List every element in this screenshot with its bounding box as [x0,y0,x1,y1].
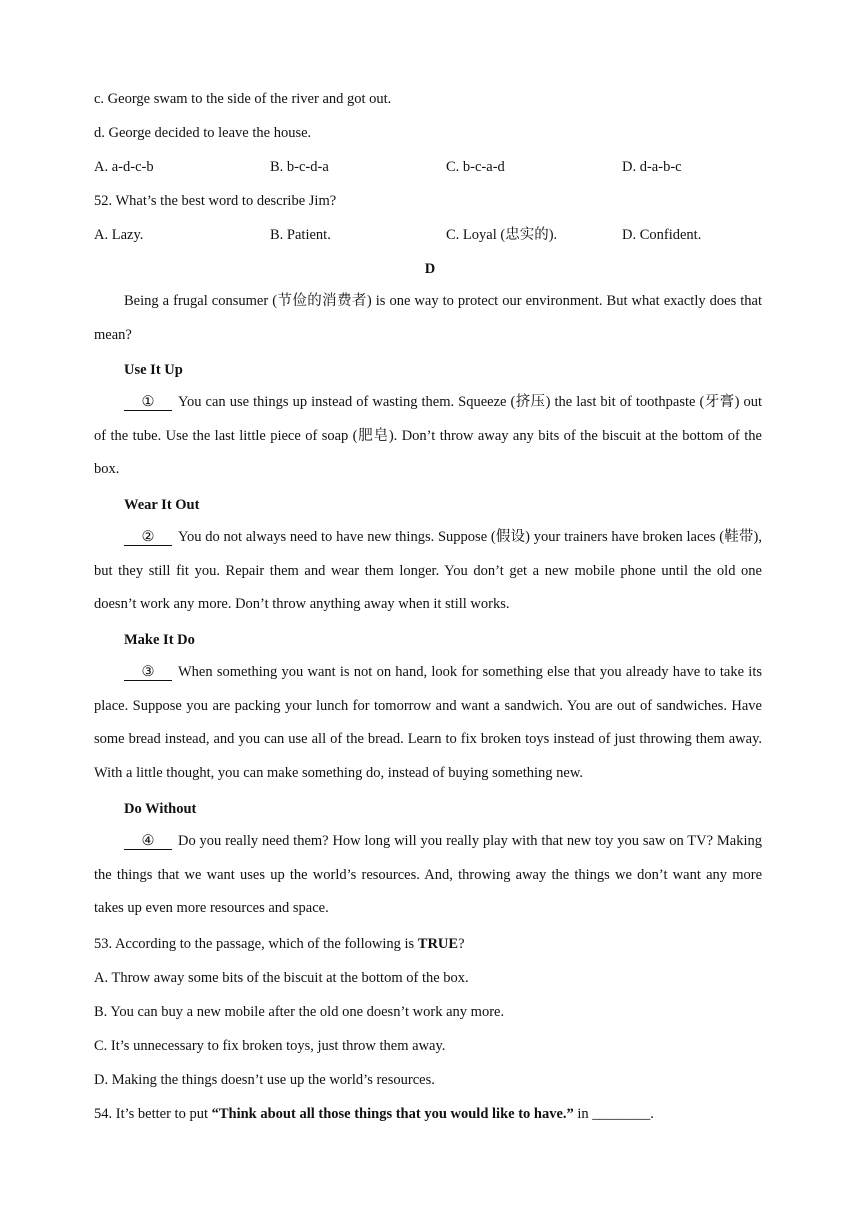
section-heading-do-without: Do Without [124,801,197,817]
section-body-wear-it-out [94,521,762,622]
q51-item-d: d. George decided to leave the house. [94,125,312,141]
q53-question [94,934,465,954]
q54-quote: “Think about all those things that you would like to have.” [211,1106,574,1122]
section-text-do-without: Do you really need them? How long will you really play with that new toy you saw on TV? Making the things that we want uses up the world’s resources. And, throwing away the things we don’t want any more takes up even more resources and space. [94,833,762,917]
section-body-use-it-up [94,386,762,487]
q53-option-a: A. Throw away some bits of the biscuit at the bottom of the box. [94,970,469,986]
passage-intro-text: Being a frugal consumer (节俭的消费者) is one way to protect our environment. But what exactly does that mean? [94,293,762,343]
passage-letter: D [424,261,436,277]
q51-option-a: A. a-d-c-b [94,159,154,175]
section-body-make-it-do [94,656,762,791]
q53-question-emphasis: TRUE [417,936,459,952]
q52-option-d: D. Confident. [622,227,702,243]
q53-option-c: C. It’s unnecessary to fix broken toys, just throw them away. [94,1038,446,1054]
q51-option-c: C. b-c-a-d [446,159,505,175]
q54-suffix: in ________. [573,1106,654,1122]
q54-prefix: 54. It’s better to put [94,1106,212,1122]
section-text-make-it-do: When something you want is not on hand, look for something else that you already have to take its place. Suppose you are packing your lunch for tomorrow and want a sandwich. You are out of sandwiches. Have some bread instead, and you can use all of the bread. Learn to fix broken toys instead of just throwing them away. With a little thought, you can make something do, instead of buying something new. [94,664,762,782]
section-text-wear-it-out: You do not always need to have new things. Suppose (假设) your trainers have broken laces (鞋带), but they still fit you. Repair them and wear them longer. You don’t get a new mobile phone until the old one doesn’t work any more. Don’t throw anything away when it still works. [94,529,762,613]
section-heading-wear-it-out: Wear It Out [124,497,200,513]
q52-option-a: A. Lazy. [94,227,144,243]
q53-option-b: B. You can buy a new mobile after the old one doesn’t work any more. [94,1004,505,1020]
q54-question [94,1104,654,1124]
passage-intro [94,285,762,352]
q53-question-suffix: ? [458,936,465,952]
q51-item-c: c. George swam to the side of the river and got out. [94,91,392,107]
section-heading-use-it-up: Use It Up [124,362,183,378]
blank-2: ② [124,529,172,546]
section-text-use-it-up: You can use things up instead of wasting them. Squeeze (挤压) the last bit of toothpaste (牙膏) out of the tube. Use the last little piece of soap (肥皂). Don’t throw away any bits of the biscuit at the bottom of the box. [94,394,762,478]
q51-option-d: D. d-a-b-c [622,159,682,175]
q52-option-c: C. Loyal (忠实的). [446,227,558,243]
q53-question-prefix: 53. According to the passage, which of the following is [94,936,418,952]
q52-option-b: B. Patient. [270,227,331,243]
q51-option-b: B. b-c-d-a [270,159,329,175]
section-body-do-without [94,825,762,926]
blank-3: ③ [124,664,172,681]
blank-4: ④ [124,833,172,850]
blank-1: ① [124,394,172,411]
section-heading-make-it-do: Make It Do [124,632,195,648]
q52-question: 52. What’s the best word to describe Jim? [94,193,337,209]
q53-option-d: D. Making the things doesn’t use up the world’s resources. [94,1072,435,1088]
